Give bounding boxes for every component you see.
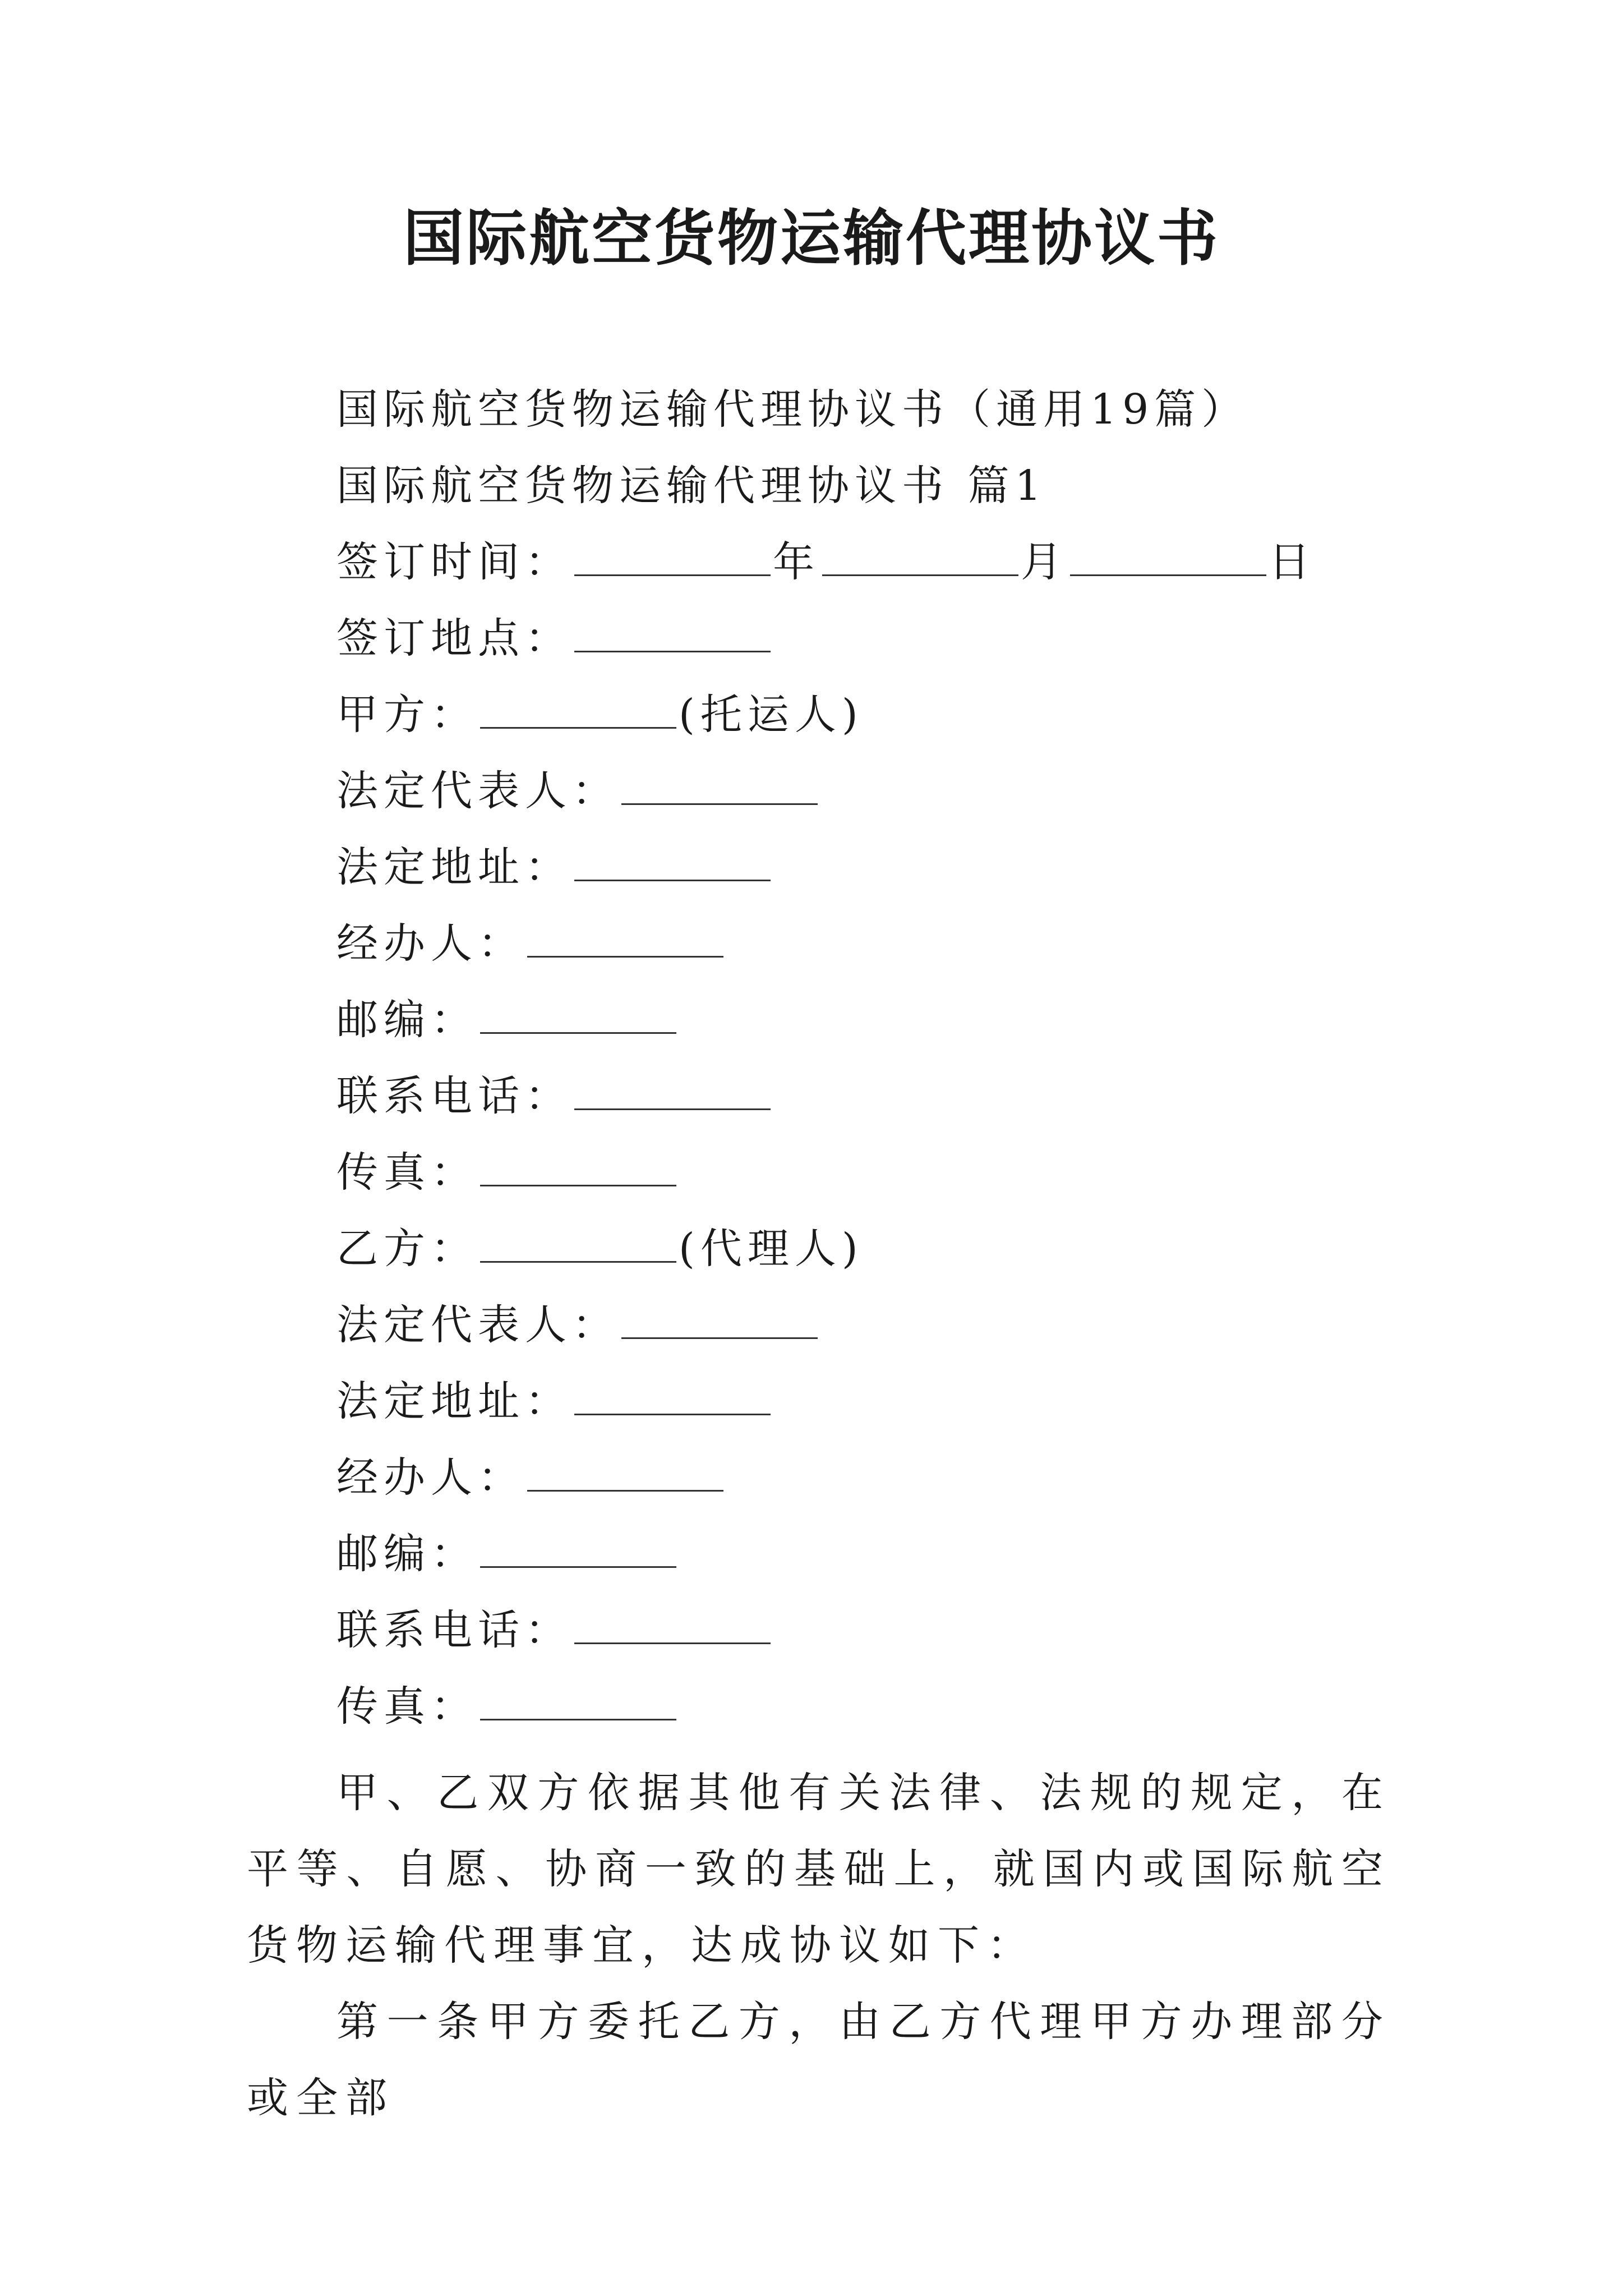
party-b-legal-rep-label: 法定代表人： xyxy=(336,1301,619,1349)
party-a-legal-rep-blank xyxy=(621,801,818,805)
party-b-row xyxy=(336,1221,864,1277)
party-b-phone-blank xyxy=(574,1640,771,1644)
party-a-phone-row xyxy=(336,1068,773,1124)
party-a-postcode-label: 邮编： xyxy=(336,996,478,1044)
party-b-role: (代理人) xyxy=(679,1225,864,1273)
sign-time-label: 签订时间： xyxy=(336,538,572,586)
sign-time-row xyxy=(336,534,1316,590)
document-subtitle: 国际航空货物运输代理协议书（通用19篇） xyxy=(336,385,1249,434)
party-a-role: (托运人) xyxy=(679,691,864,739)
party-a-legal-rep-row xyxy=(336,763,820,819)
party-b-blank xyxy=(480,1259,676,1263)
preamble-paragraph: 甲、乙双方依据其他有关法律、法规的规定，在平等、自愿、协商一致的基础上，就国内或国际航空货物运输代理事宜，达成协议如下： xyxy=(247,1769,1391,1970)
party-b-legal-rep-blank xyxy=(621,1335,818,1339)
party-b-fax-blank xyxy=(480,1717,676,1720)
document-title: 国际航空货物运输代理协议书 xyxy=(403,203,1220,274)
party-b-address-row xyxy=(336,1373,773,1429)
party-a-address-row xyxy=(336,839,773,895)
party-a-postcode-blank xyxy=(480,1030,676,1034)
month-label: 月 xyxy=(1021,538,1068,586)
party-b-handler-row xyxy=(336,1450,726,1506)
party-b-phone-row xyxy=(336,1602,773,1658)
article-1-paragraph: 第一条甲方委托乙方，由乙方代理甲方办理部分或全部 xyxy=(247,1998,1391,2122)
party-a-legal-rep-label: 法定代表人： xyxy=(336,767,619,815)
party-b-address-blank xyxy=(574,1411,771,1415)
party-b-postcode-label: 邮编： xyxy=(336,1530,478,1578)
party-b-postcode-blank xyxy=(480,1564,676,1568)
party-b-handler-blank xyxy=(527,1488,723,1492)
year-label: 年 xyxy=(773,538,820,586)
sign-place-blank xyxy=(574,648,771,652)
day-label: 日 xyxy=(1269,538,1316,586)
party-a-blank xyxy=(480,725,676,729)
year-blank xyxy=(574,572,771,576)
sign-place-label: 签订地点： xyxy=(336,614,572,662)
party-b-fax-row xyxy=(336,1678,679,1734)
party-b-legal-rep-row xyxy=(336,1297,820,1353)
sign-place-row xyxy=(336,610,773,666)
party-b-handler-label: 经办人： xyxy=(336,1453,525,1502)
section-heading: 国际航空货物运输代理协议书 篇1 xyxy=(336,462,1047,510)
party-a-phone-blank xyxy=(574,1106,771,1110)
party-b-label: 乙方： xyxy=(336,1225,478,1273)
party-a-handler-row xyxy=(336,915,726,972)
party-a-handler-blank xyxy=(527,954,723,958)
party-a-row xyxy=(336,687,864,743)
party-b-address-label: 法定地址： xyxy=(336,1377,572,1425)
party-a-fax-row xyxy=(336,1144,679,1200)
party-a-fax-label: 传真： xyxy=(336,1148,478,1197)
party-a-fax-blank xyxy=(480,1182,676,1186)
party-b-fax-label: 传真： xyxy=(336,1682,478,1731)
party-a-handler-label: 经办人： xyxy=(336,919,525,968)
party-a-address-blank xyxy=(574,877,771,881)
party-a-label: 甲方： xyxy=(336,691,478,739)
party-b-phone-label: 联系电话： xyxy=(336,1606,572,1654)
day-blank xyxy=(1070,572,1266,576)
party-a-phone-label: 联系电话： xyxy=(336,1072,572,1120)
party-a-address-label: 法定地址： xyxy=(336,843,572,891)
party-a-postcode-row xyxy=(336,992,679,1048)
party-b-postcode-row xyxy=(336,1526,679,1582)
month-blank xyxy=(822,572,1018,576)
